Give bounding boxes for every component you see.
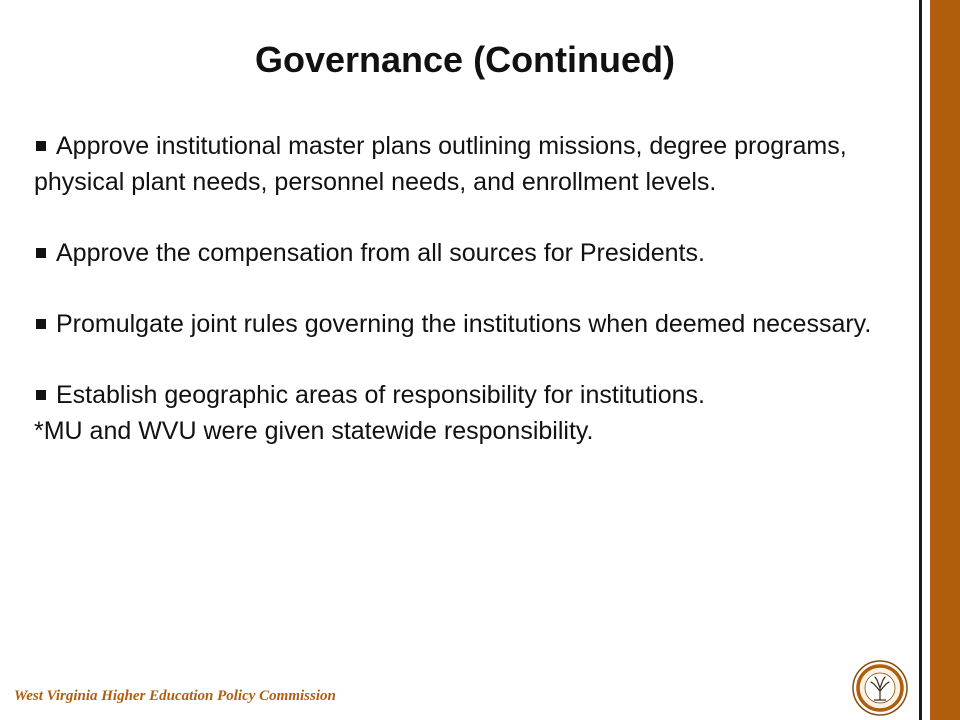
footer-organization-name: West Virginia Higher Education Policy Commission bbox=[14, 688, 336, 704]
bullet-item-geographic-areas bbox=[34, 377, 914, 449]
bullet-list bbox=[34, 128, 914, 484]
square-bullet-icon bbox=[36, 141, 46, 151]
bullet-text: Approve institutional master plans outlining missions, degree programs, physical plant needs, personnel needs, and enrollment levels. bbox=[34, 132, 847, 196]
bullet-item-joint-rules bbox=[34, 306, 914, 342]
bullet-item-master-plans bbox=[34, 128, 914, 200]
square-bullet-icon bbox=[36, 319, 46, 329]
bullet-text: Approve the compensation from all sources for Presidents. bbox=[56, 239, 705, 267]
bullet-text: Establish geographic areas of responsibility for institutions. bbox=[56, 381, 705, 409]
slide-title: Governance (Continued) bbox=[254, 39, 676, 80]
square-bullet-icon bbox=[36, 390, 46, 400]
square-bullet-icon bbox=[36, 248, 46, 258]
accent-sidebar bbox=[930, 0, 960, 720]
tree-seal-icon bbox=[852, 660, 908, 716]
vertical-divider bbox=[919, 0, 922, 720]
bullet-item-compensation bbox=[34, 235, 914, 271]
bullet-text: Promulgate joint rules governing the institutions when deemed necessary. bbox=[56, 310, 872, 338]
bullet-note: *MU and WVU were given statewide responsibility. bbox=[34, 417, 594, 445]
